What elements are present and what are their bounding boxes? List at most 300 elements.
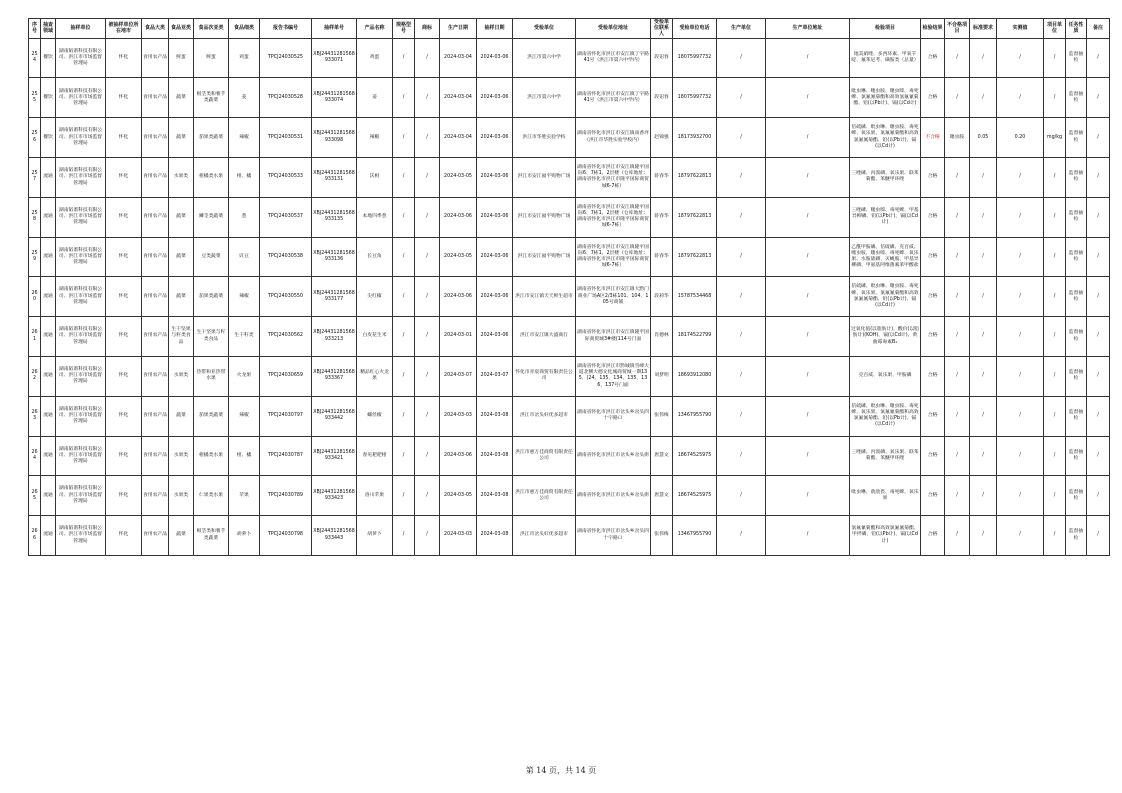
table-cell: 赵锦强: [651, 118, 673, 158]
table-cell: 18797622813: [673, 158, 717, 198]
table-cell: /: [1087, 516, 1110, 556]
table-cell: /: [1044, 516, 1066, 556]
table-cell: 2024-03-05: [440, 158, 477, 198]
table-cell: 食用农产品: [142, 317, 169, 357]
table-cell: /: [393, 158, 415, 198]
table-cell: 柑橘类水果: [194, 436, 229, 476]
table-cell: 鸡蛋: [229, 38, 260, 78]
table-cell: /: [717, 158, 766, 198]
table-cell: /: [997, 237, 1044, 277]
table-cell: /: [1044, 197, 1066, 237]
table-cell: /: [415, 356, 440, 396]
table-cell: 18797622813: [673, 197, 717, 237]
table-cell: 怀化: [106, 158, 142, 198]
table-cell: 2024-03-05: [440, 476, 477, 516]
table-cell: 湖南省怀化市洪江市安江镇隆平国际6、7栋1、2层楼（仓库地址：湖南省怀化市洪江市隆平国际商贸城6-7栋）: [576, 237, 651, 277]
table-cell: 蔬菜: [169, 277, 194, 317]
table-cell: XBJ24431281568933177: [312, 277, 357, 317]
table-cell: /: [766, 197, 850, 237]
table-cell: /: [766, 118, 850, 158]
table-cell: 吡虫啉、敌敌畏、毒死蜱、氧乐果: [850, 476, 921, 516]
table-cell: /: [717, 277, 766, 317]
table-cell: /: [1087, 197, 1110, 237]
table-cell: 蔬菜: [169, 396, 194, 436]
table-cell: 食用农产品: [142, 277, 169, 317]
table-cell: 湖南省怀化市洪江市黔城镇雪峰大道北侧大德文化城商贸城一期135、(24、135、134、135、136、137号门面: [576, 356, 651, 396]
table-cell: 食用农产品: [142, 38, 169, 78]
table-cell: 洪江市岔头好优多超市: [513, 396, 576, 436]
column-header: 食品亚类: [169, 19, 194, 39]
table-cell: 洪江市安江镇大盛商行: [513, 317, 576, 357]
column-header: 抽样单号: [312, 19, 357, 39]
table-cell: 13467955790: [673, 396, 717, 436]
table-cell: 吡虫啉、噻虫胺、噻虫嗪、毒死蜱、氯氟氰菊酯和高效氯氟氰菊酯、铅(以Pb计)、镉(以Cd计): [850, 78, 921, 118]
column-header: 受检单位地址: [576, 19, 651, 39]
table-cell: 茄果类蔬菜: [194, 118, 229, 158]
table-cell: 2024-03-01: [440, 317, 477, 357]
table-cell: 监督抽检: [1066, 396, 1087, 436]
table-cell: 2024-03-06: [440, 277, 477, 317]
table-cell: 湖南省怀化市洪江市岔头乡岔头四十字路口: [576, 396, 651, 436]
table-cell: 鲜蛋: [169, 38, 194, 78]
table-cell: /: [970, 277, 997, 317]
table-cell: /: [717, 197, 766, 237]
table-cell: 流通: [41, 158, 56, 198]
table-cell: 255: [29, 78, 41, 118]
table-cell: 生干坚果与籽类食品: [194, 317, 229, 357]
table-cell: /: [970, 436, 997, 476]
table-cell: 合格: [921, 436, 945, 476]
table-cell: /: [1087, 356, 1110, 396]
table-cell: 湖南韬谱科技有限公司、洪江市市场监督管理局: [56, 158, 106, 198]
column-header: 标准要求: [970, 19, 997, 39]
table-cell: /: [945, 356, 970, 396]
table-cell: 258: [29, 197, 41, 237]
table-cell: 三唑磷、丙溴磷、氧乐果、联苯菊酯、苯醚甲环唑: [850, 436, 921, 476]
table-cell: TPCJ24030533: [260, 158, 312, 198]
table-cell: /: [415, 516, 440, 556]
table-cell: 姜: [229, 78, 260, 118]
table-cell: TPCJ24030531: [260, 118, 312, 158]
table-cell: 254: [29, 38, 41, 78]
table-cell: 豆类蔬菜: [194, 237, 229, 277]
table-cell: 2024-03-07: [477, 356, 513, 396]
table-cell: 湖南韬谱科技有限公司、洪江市市场监督管理局: [56, 436, 106, 476]
table-cell: 洛川苹果: [357, 476, 393, 516]
table-cell: /: [415, 78, 440, 118]
table-cell: /: [393, 78, 415, 118]
table-cell: /: [1087, 396, 1110, 436]
table-cell: /: [997, 476, 1044, 516]
table-cell: 湖南省怀化市洪江市安江镇丁字路41号（洪江市第六中学内）: [576, 78, 651, 118]
table-cell: 2024-03-03: [440, 516, 477, 556]
table-cell: 豇豆: [229, 237, 260, 277]
table-cell: 茄果类蔬菜: [194, 396, 229, 436]
table-cell: 段诏春: [651, 78, 673, 118]
table-cell: 2024-03-06: [477, 38, 513, 78]
table-cell: 15787534468: [673, 277, 717, 317]
table-cell: 蒋春华: [651, 197, 673, 237]
table-cell: 18693912080: [673, 356, 717, 396]
column-header: 食品大类: [142, 19, 169, 39]
table-cell: /: [945, 197, 970, 237]
table-cell: /: [1087, 436, 1110, 476]
column-header: 序号: [29, 19, 41, 39]
table-cell: 监督抽检: [1066, 158, 1087, 198]
table-cell: /: [393, 118, 415, 158]
table-cell: TPCJ24030550: [260, 277, 312, 317]
table-cell: 食用农产品: [142, 356, 169, 396]
table-cell: 鲜蛋: [194, 38, 229, 78]
table-cell: 湖南韬谱科技有限公司、洪江市市场监督管理局: [56, 476, 106, 516]
table-cell: 湖南省怀化市洪江市安江镇隆平国际6、7栋1、2层楼（仓库地址：湖南省怀化市洪江市隆平国际商贸城6-7栋）: [576, 197, 651, 237]
table-cell: 食用农产品: [142, 436, 169, 476]
table-cell: /: [945, 158, 970, 198]
table-cell: 259: [29, 237, 41, 277]
table-cell: /: [945, 38, 970, 78]
column-header: 商标: [415, 19, 440, 39]
table-cell: 洪江市安江福平购物广场: [513, 158, 576, 198]
table-cell: 2024-03-06: [440, 197, 477, 237]
table-row: [29, 516, 1110, 556]
table-cell: /: [997, 436, 1044, 476]
column-header: 受检单位电话: [673, 19, 717, 39]
table-cell: /: [970, 396, 997, 436]
table-cell: 倍硫磷、吡虫啉、噻虫胺、毒死蜱、氧乐果、氯氟氰菊酯和高效氯氟氰菊酯、铅(以Pb计)、镉(以Cd计): [850, 396, 921, 436]
table-cell: 合格: [921, 317, 945, 357]
table-cell: /: [1087, 78, 1110, 118]
table-cell: /: [997, 197, 1044, 237]
table-cell: 胡萝卜: [357, 516, 393, 556]
table-cell: 监督抽检: [1066, 516, 1087, 556]
column-header: 项目单位: [1044, 19, 1066, 39]
table-cell: 辣椒: [229, 118, 260, 158]
table-cell: 18674525975: [673, 436, 717, 476]
column-header: 受检单位: [513, 19, 576, 39]
table-cell: /: [997, 78, 1044, 118]
table-cell: /: [717, 317, 766, 357]
table-cell: 2024-03-04: [440, 38, 477, 78]
table-cell: /: [997, 277, 1044, 317]
table-cell: 姜: [357, 78, 393, 118]
table-cell: 2024-03-08: [477, 516, 513, 556]
table-cell: XBJ24431281568933074: [312, 78, 357, 118]
table-cell: /: [1087, 158, 1110, 198]
table-cell: 食用农产品: [142, 476, 169, 516]
table-cell: 蔬菜: [169, 237, 194, 277]
table-cell: TPCJ24030537: [260, 197, 312, 237]
table-row: [29, 38, 1110, 78]
table-cell: /: [1044, 356, 1066, 396]
table-cell: 合格: [921, 277, 945, 317]
table-cell: 监督抽检: [1066, 436, 1087, 476]
column-header: 检验项目: [850, 19, 921, 39]
table-cell: 湖南韬谱科技有限公司、洪江市市场监督管理局: [56, 78, 106, 118]
table-cell: /: [945, 78, 970, 118]
table-cell: /: [766, 317, 850, 357]
table-cell: 怀化: [106, 118, 142, 158]
table-cell: 湖南韬谱科技有限公司、洪江市市场监督管理局: [56, 38, 106, 78]
table-cell: 洪江市安江福平购物广场: [513, 237, 576, 277]
table-cell: 监督抽检: [1066, 317, 1087, 357]
table-cell: 流通: [41, 277, 56, 317]
table-cell: /: [970, 197, 997, 237]
table-cell: 洪江市第六中学: [513, 78, 576, 118]
table-cell: 2024-03-06: [440, 436, 477, 476]
table-cell: 食用农产品: [142, 237, 169, 277]
table-cell: 水果类: [169, 476, 194, 516]
table-cell: XBJ24431281568933071: [312, 38, 357, 78]
table-cell: /: [393, 356, 415, 396]
table-cell: 餐饮: [41, 38, 56, 78]
table-cell: /: [1087, 317, 1110, 357]
table-cell: /: [945, 237, 970, 277]
table-cell: 胡萝卜: [229, 516, 260, 556]
table-cell: 长豆角: [357, 237, 393, 277]
table-cell: /: [1087, 476, 1110, 516]
table-cell: /: [997, 158, 1044, 198]
table-cell: 流通: [41, 516, 56, 556]
table-cell: 监督抽检: [1066, 38, 1087, 78]
table-cell: XBJ24431281568933135: [312, 197, 357, 237]
table-cell: /: [1044, 237, 1066, 277]
table-cell: mg/kg: [1044, 118, 1066, 158]
table-cell: 怀化: [106, 317, 142, 357]
table-cell: 2024-03-06: [477, 237, 513, 277]
table-cell: 肖德林: [651, 317, 673, 357]
column-header: 生产单位: [717, 19, 766, 39]
table-cell: TPCJ24030787: [260, 436, 312, 476]
table-cell: 18173932700: [673, 118, 717, 158]
table-cell: 餐饮: [41, 118, 56, 158]
table-cell: 2024-03-08: [477, 396, 513, 436]
table-cell: 合格: [921, 516, 945, 556]
table-cell: /: [415, 436, 440, 476]
table-cell: /: [717, 118, 766, 158]
table-cell: 监督抽检: [1066, 118, 1087, 158]
table-cell: /: [970, 476, 997, 516]
table-cell: TPCJ24030659: [260, 356, 312, 396]
table-cell: /: [1044, 436, 1066, 476]
table-cell: 火龙果: [229, 356, 260, 396]
table-cell: 蔬菜: [169, 197, 194, 237]
table-cell: TPCJ24030525: [260, 38, 312, 78]
table-cell: 怀化: [106, 78, 142, 118]
table-cell: 2024-03-08: [477, 436, 513, 476]
table-cell: 264: [29, 436, 41, 476]
table-cell: 湖南韬谱科技有限公司、洪江市市场监督管理局: [56, 277, 106, 317]
table-cell: 过氧化值(以脂肪计)、酸价(以脂肪计)(KOH)、镉(以Cd计)、黄曲霉毒素B₁: [850, 317, 921, 357]
table-cell: /: [945, 277, 970, 317]
table-cell: 水果类: [169, 356, 194, 396]
column-header: 受检单位联系人: [651, 19, 673, 39]
table-cell: 辣椒: [357, 118, 393, 158]
table-cell: /: [393, 277, 415, 317]
table-cell: TPCJ24030797: [260, 396, 312, 436]
table-cell: /: [415, 197, 440, 237]
table-cell: /: [1044, 78, 1066, 118]
table-cell: 热带和亚热带水果: [194, 356, 229, 396]
table-cell: 水果类: [169, 436, 194, 476]
table-cell: TPCJ24030562: [260, 317, 312, 357]
table-cell: 18674525975: [673, 476, 717, 516]
table-cell: 食用农产品: [142, 118, 169, 158]
table-row: [29, 476, 1110, 516]
table-cell: /: [945, 396, 970, 436]
table-cell: /: [1044, 38, 1066, 78]
table-cell: 蒋春华: [651, 158, 673, 198]
table-cell: /: [415, 277, 440, 317]
column-header: 备注: [1087, 19, 1110, 39]
table-cell: 2024-03-06: [477, 197, 513, 237]
table-cell: 合格: [921, 237, 945, 277]
table-cell: 合格: [921, 396, 945, 436]
table-cell: 氯氟氰菊酯和高效氯氟氰菊酯、甲拌磷、铅(以Pb计)、镉(以Cd计): [850, 516, 921, 556]
table-cell: 食用农产品: [142, 516, 169, 556]
table-cell: /: [717, 516, 766, 556]
table-cell: 生干坚果与籽类食品: [169, 317, 194, 357]
table-cell: 怀化: [106, 436, 142, 476]
table-row: [29, 436, 1110, 476]
table-cell: /: [970, 78, 997, 118]
table-cell: 倍硫磷、吡虫啉、噻虫胺、毒死蜱、氧乐果、氯氟氰菊酯和高效氯氟氰菊酯、铅(以Pb计)、镉(以Cd计): [850, 118, 921, 158]
table-cell: 洪江市安江镇天天鲜生超市: [513, 277, 576, 317]
table-cell: TPCJ24030528: [260, 78, 312, 118]
table-cell: 张伟梅: [651, 396, 673, 436]
table-cell: 湖南省怀化市洪江市安江镇南香坪（洪江市华胜实验学校内）: [576, 118, 651, 158]
table-cell: 地美硝唑、多西环素、甲氧苄啶、氟苯尼考、磺胺类（总量）: [850, 38, 921, 78]
column-header: 抽样单位: [56, 19, 106, 39]
table-cell: 18797622813: [673, 237, 717, 277]
table-cell: XBJ24431281568933421: [312, 436, 357, 476]
table-cell: XBJ24431281568933098: [312, 118, 357, 158]
table-row: [29, 356, 1110, 396]
table-cell: XBJ24431281568933367: [312, 356, 357, 396]
table-cell: 湖南韬谱科技有限公司、洪江市市场监督管理局: [56, 516, 106, 556]
table-cell: /: [997, 317, 1044, 357]
table-cell: /: [997, 38, 1044, 78]
table-cell: 根茎类和薯芋类蔬菜: [194, 78, 229, 118]
table-cell: /: [717, 396, 766, 436]
table-cell: 尖红椒: [357, 277, 393, 317]
table-cell: 段诏春: [651, 38, 673, 78]
table-header-row: [29, 19, 1110, 39]
table-cell: 合格: [921, 38, 945, 78]
table-cell: 湖南省怀化市洪江市安江镇大黔门商业广场A区2/3栋101、104、105号商铺: [576, 277, 651, 317]
table-cell: /: [415, 38, 440, 78]
table-cell: /: [997, 356, 1044, 396]
table-cell: /: [717, 356, 766, 396]
table-cell: /: [717, 38, 766, 78]
table-cell: /: [766, 78, 850, 118]
table-cell: /: [945, 317, 970, 357]
table-cell: 倍硫磷、吡虫啉、噻虫胺、毒死蜱、氧乐果、氯氟氰菊酯和高效氯氟氰菊酯、铅(以Pb计)、镉(以Cd计): [850, 277, 921, 317]
table-cell: 怀化: [106, 356, 142, 396]
table-cell: /: [766, 237, 850, 277]
table-cell: 食用农产品: [142, 197, 169, 237]
column-header: 任务性质: [1066, 19, 1087, 39]
table-cell: /: [1087, 237, 1110, 277]
table-cell: 2024-03-04: [440, 118, 477, 158]
table-cell: 流通: [41, 197, 56, 237]
table-cell: 精品红心火龙果: [357, 356, 393, 396]
table-cell: 260: [29, 277, 41, 317]
table-cell: 湖南韬谱科技有限公司、洪江市市场监督管理局: [56, 317, 106, 357]
table-cell: 2024-03-05: [440, 237, 477, 277]
inspection-results-sheet: [28, 18, 1103, 556]
table-cell: 监督抽检: [1066, 356, 1087, 396]
table-cell: /: [1087, 277, 1110, 317]
column-header: 抽查领域: [41, 19, 56, 39]
table-cell: 茄果类蔬菜: [194, 277, 229, 317]
column-header: 检验结果: [921, 19, 945, 39]
table-cell: 三唑磷、丙溴磷、氧乐果、联苯菊酯、苯醚甲环唑: [850, 158, 921, 198]
table-cell: /: [997, 516, 1044, 556]
table-cell: /: [393, 237, 415, 277]
table-cell: 266: [29, 516, 41, 556]
table-cell: /: [945, 436, 970, 476]
table-cell: 263: [29, 396, 41, 436]
table-cell: 监督抽检: [1066, 237, 1087, 277]
table-cell: 监督抽检: [1066, 277, 1087, 317]
table-cell: 13467955790: [673, 516, 717, 556]
table-cell: 2024-03-06: [477, 78, 513, 118]
table-cell: 洪江市华胜实验学校: [513, 118, 576, 158]
table-cell: 流通: [41, 356, 56, 396]
table-cell: 辣椒: [229, 396, 260, 436]
table-cell: 湖南省怀化市洪江市岔头乡岔头四十字路口: [576, 516, 651, 556]
table-cell: 怀化: [106, 476, 142, 516]
table-cell: 怀化: [106, 277, 142, 317]
column-header: 报告书编号: [260, 19, 312, 39]
table-cell: /: [766, 158, 850, 198]
table-cell: 怀化: [106, 197, 142, 237]
table-cell: 张伟梅: [651, 516, 673, 556]
table-cell: 段莉华: [651, 277, 673, 317]
table-cell: /: [717, 476, 766, 516]
table-cell: 流通: [41, 396, 56, 436]
table-cell: 怀化: [106, 237, 142, 277]
table-cell: XBJ24431281568933213: [312, 317, 357, 357]
page-footer: 第 14 页，共 14 页: [525, 766, 597, 775]
table-cell: 螺丝椒: [357, 396, 393, 436]
table-cell: 流通: [41, 237, 56, 277]
table-cell: 257: [29, 158, 41, 198]
table-cell: 食用农产品: [142, 78, 169, 118]
table-cell: 监督抽检: [1066, 476, 1087, 516]
table-cell: 0.05: [970, 118, 997, 158]
table-cell: 2024-03-06: [477, 317, 513, 357]
table-cell: 2024-03-04: [440, 78, 477, 118]
table-cell: /: [393, 317, 415, 357]
table-cell: /: [415, 396, 440, 436]
table-cell: 湖南省怀化市洪江市安江镇丁字路41号（洪江市第六中学内）: [576, 38, 651, 78]
table-cell: 食用农产品: [142, 158, 169, 198]
table-body: [29, 38, 1110, 555]
table-cell: 苹果: [229, 476, 260, 516]
table-cell: 三唑磷、噻虫嗪、毒死蜱、甲基异柳磷、铅(以Pb计)、镉(以Cd计): [850, 197, 921, 237]
table-cell: 261: [29, 317, 41, 357]
table-cell: 春见耙耙柑: [357, 436, 393, 476]
table-cell: 蒋春华: [651, 237, 673, 277]
table-cell: 湖南省怀化市洪江市岔头乡岔头街: [576, 476, 651, 516]
table-cell: /: [717, 78, 766, 118]
table-cell: 合格: [921, 476, 945, 516]
table-cell: 怀化: [106, 396, 142, 436]
table-cell: 水果类: [169, 158, 194, 198]
table-cell: 18174522799: [673, 317, 717, 357]
table-cell: 怀化市赤宸商贸有限责任公司: [513, 356, 576, 396]
